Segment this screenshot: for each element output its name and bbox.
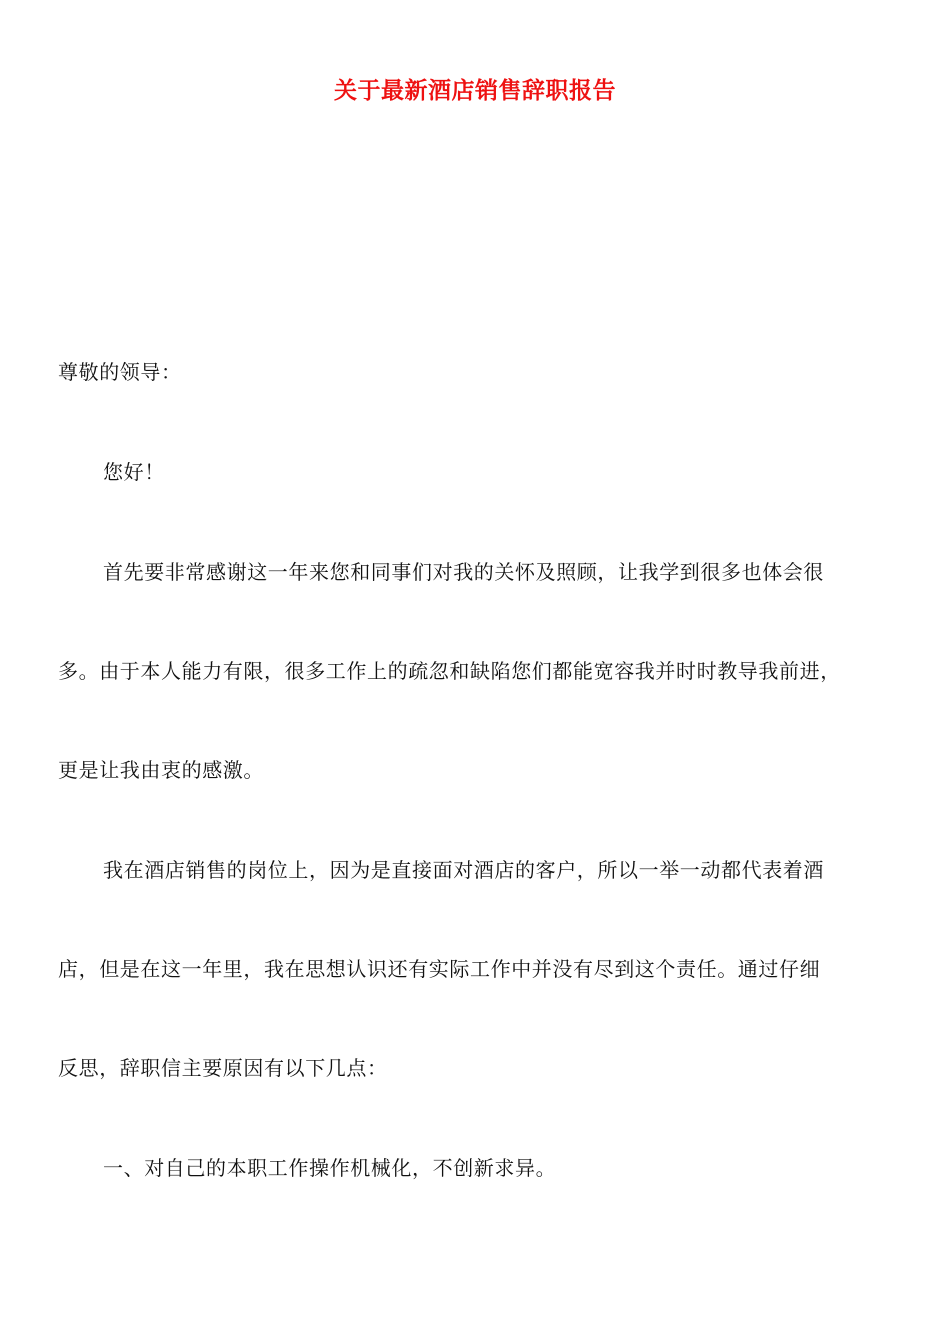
paragraph-1-line-2: 多。由于本人能力有限，很多工作上的疏忽和缺陷您们都能宽容我并时时教导我前进， bbox=[58, 659, 841, 683]
paragraph-2-line-3: 反思，辞职信主要原因有以下几点： bbox=[58, 1056, 388, 1080]
paragraph-1-line-3: 更是让我由衷的感激。 bbox=[58, 758, 264, 782]
point-1: 一、对自己的本职工作操作机械化，不创新求异。 bbox=[103, 1156, 557, 1180]
greeting: 您好！ bbox=[103, 460, 165, 484]
paragraph-1-line-1: 首先要非常感谢这一年来您和同事们对我的关怀及照顾，让我学到很多也体会很 bbox=[103, 560, 824, 584]
salutation: 尊敬的领导： bbox=[58, 360, 182, 384]
paragraph-2-line-1: 我在酒店销售的岗位上，因为是直接面对酒店的客户，所以一举一动都代表着酒 bbox=[103, 858, 824, 882]
document-title: 关于最新酒店销售辞职报告 bbox=[334, 78, 616, 104]
paragraph-2-line-2: 店，但是在这一年里，我在思想认识还有实际工作中并没有尽到这个责任。通过仔细 bbox=[58, 957, 821, 981]
